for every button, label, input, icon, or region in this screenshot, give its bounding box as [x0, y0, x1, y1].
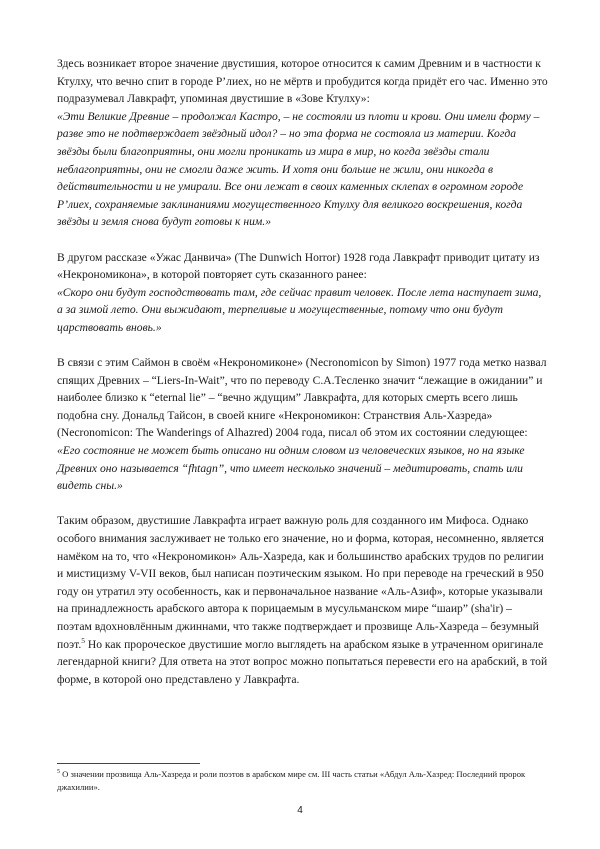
footnote-mark: 5	[57, 769, 60, 776]
paragraph-1: Здесь возникает второе значение двустишия, которое относится к самим Древним и в частности к Ктулху, что вечно спит в городе Р’лиех, но не мёртв и пробудится когда придёт его час. Именно это подразумевал Лавкрафт, упоминая двустишие в «Зове Ктулху»:	[57, 57, 548, 106]
body-text	[57, 55, 549, 688]
footnote-reference[interactable]: 5	[81, 635, 85, 645]
page-number: 4	[297, 805, 303, 816]
paragraph-4-part-a: Таким образом, двустишие Лавкрафта играет важную роль для созданного им Мифоса. Однако особого внимания заслуживает не только его значение, но и форма, которая, несомненно, является намёком на то, что «Некрономикон» Аль-Хазреда, как и большинство арабских трудов по религии и мистицизму V-VII веков, был написан поэтическим языком. Но при переводе на греческий в 950 году он утратил эту особенность, как и первоначальное название «Аль-Азиф», которые указывали на принадлежность арабского автора к порицаемым в мусульманском мире “шаир” (sha'ir) – поэтам вдохновлённым джиннами, что также подтверждает и прозвище Аль-Хазреда – безумный поэт.	[57, 514, 544, 651]
paragraph-4	[57, 512, 549, 688]
footnote-separator	[57, 763, 200, 764]
paragraph-4-part-b: Но как пророческое двустишие могло выглядеть на арабском языке в утраченном оригинале легендарной книги? Для ответа на этот вопрос можно попытаться перевести его на арабский, в той форме, в которой оно представлено у Лавкрафта.	[57, 637, 548, 686]
quote-tyson: «Его состояние не может быть описано ни одним словом из человеческих языков, но на языке Древних оно называется “fhtagn”, что имеет несколько значений – медитировать, спать или видеть сны.»	[57, 444, 525, 493]
quote-call-of-cthulhu: «Эти Великие Древние – продолжал Кастро, – не состояли из плоти и крови. Они имели форму – разве это не подтверждает звёздный идол? – но эта форма не состояла из материи. Когда звёзды были благоприятны, они могли проникать из мира в мир, но когда звёзды стали неблагоприятны, они не смогли даже жить. И хотя они больше не жили, они никогда в действительности и не умирали. Все они лежат в своих каменных склепах в огромном городе Р’лиех, сохраняемые заклинаниями могущественного Ктулху для великого воскрешения, когда звёзды и земля снова будут готовы к ним.»	[57, 109, 540, 229]
paragraph-3: В связи с этим Саймон в своём «Некрономиконе» (Necronomicon by Simon) 1977 года метко назвал спящих Древних – “Liers-In-Wait”, что по переводу С.А.Тесленко значит “лежащие в ожидании” и наиболее близко к “eternal lie” – “вечно ждущим” Лавкрафта, для которых смерть всего лишь подобна сну. Дональд Тайсон, в своей книге «Некрономикон: Странствия Аль-Хазреда» (Necronomicon: The Wanderings of Alhazred) 2004 года, писал об этом их состоянии следующее:	[57, 356, 547, 440]
footnote-text: О значении прозвища Аль-Хазреда и роли поэтов в арабском мире см. III часть статьи «Абдул Аль-Хазред: Последний пророк джахилии».	[57, 769, 526, 792]
quote-dunwich-horror: «Скоро они будут господствовать там, где сейчас правит человек. После лета наступает зима, а за зимой лето. Они выжидают, терпеливые и могущественные, потому что они будут царствовать вновь.»	[57, 285, 542, 334]
footnote	[57, 768, 549, 794]
paragraph-2: В другом рассказе «Ужас Данвича» (The Dunwich Horror) 1928 года Лавкрафт приводит цитату из «Некрономикона», в которой повторяет суть сказанного ранее:	[57, 250, 540, 282]
